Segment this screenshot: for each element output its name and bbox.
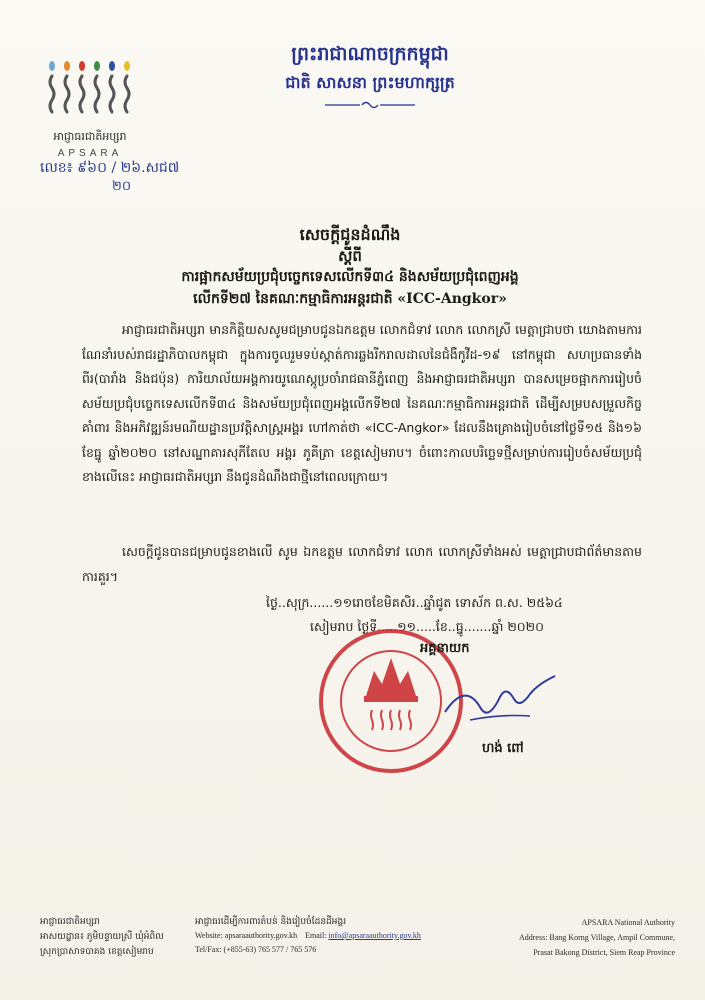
footer-left-line-3: ស្រុកប្រាសាទបាគង ខេត្តសៀមរាប xyxy=(40,947,154,957)
kingdom-heading: ព្រះរាជាណាចក្រកម្ពុជា xyxy=(291,43,449,65)
website-label: Website: xyxy=(195,931,225,940)
title-line-notice: សេចក្ដីជូនដំណឹង xyxy=(299,225,401,244)
body-paragraph-1: អាជ្ញាធរជាតិអប្សរា មានកិត្តិយសសូមជម្រាបជូនឯកឧត្តម លោកជំទាវ លោក លោកស្រី មេត្តាជ្រាបថា យោងតាមការណែនាំរបស់រាជរដ្ឋាភិបាលកម្ពុជា ក្នុងការចូលរួមទប់ស្កាត់ការឆ្លងរីករាលដាលនៃជំងឺកូវីដ-១៩ នៅកម្ពុជា សហប្រធានទាំងពីរ(បារាំង និងជប៉ុន) ការិយាល័យអង្គការយូណេស្កូប្រចាំរាជធានីភ្នំពេញ និងអាជ្ញាធរជាតិអប្សរា បានសម្រេចផ្អាកការរៀបចំសម័យប្រជុំបច្ចេកទេសលើកទី៣៤ និងសម័យប្រជុំពេញអង្គលើកទី២៧ នៃគណៈកម្មាធិការអន្តរជាតិ ដើម្បីសម្របសម្រួលកិច្ចគាំពារ និងអភិវឌ្ឍន៍រមណីយដ្ឋានប្រវត្តិសាស្ត្រអង្គរ ហៅកាត់ថា «ICC-Angkor» ដែលនឹងគ្រោងរៀបចំនៅថ្ងៃទី១៥ និង១៦ ខែធ្នូ ឆ្នាំ២០២០ នៅសណ្ឋាគារសុភីតែល អង្គរ ភូគីត្រា ខេត្តសៀមរាប។ ចំពោះកាលបរិច្ឆេទថ្មីសម្រាប់ការរៀបចំសម័យប្រជុំខាងលើនេះ អាជ្ញាធរជាតិអប្សរា នឹងជូនដំណឹងជាថ្មីនៅពេលក្រោយ។ xyxy=(82,322,642,484)
footer-right-line-3: Prasat Bakong District, Siem Reap Province xyxy=(533,948,675,957)
national-motto: ជាតិ សាសនា ព្រះមហាក្សត្រ xyxy=(285,73,455,92)
notice-body xyxy=(82,318,642,490)
footer-right xyxy=(470,915,675,960)
logo-name-khmer: អាជ្ញាធរជាតិអប្សរា xyxy=(53,130,127,143)
footer-telfax: Tel/Fax: (+855-63) 765 577 / 765 576 xyxy=(195,945,317,954)
website-link[interactable]: apsaraauthority.gov.kh xyxy=(224,931,298,940)
body-paragraph-2: សេចក្ដីជូនបានជម្រាបជូនខាងលើ សូម ឯកឧត្តម លោកជំទាវ លោក លោកស្រីទាំងអស់ មេត្តាជ្រាបជាព័ត៌មានតាមការគួរ។ xyxy=(82,544,642,584)
footer-left-line-1: អាជ្ញាធរជាតិអប្សរា xyxy=(40,917,100,927)
handwritten-signature-icon xyxy=(440,672,560,732)
email-link[interactable]: info@apsaraauthority.gov.kh xyxy=(328,931,421,940)
footer-right-line-1: APSARA National Authority xyxy=(581,918,675,927)
footer-left-line-2: អាសយដ្ឋាន៖ ភូមិបន្ទាយស្រី ឃុំអំពិល xyxy=(40,932,164,942)
reference-sub: ២០ xyxy=(112,179,132,194)
apsara-flames-icon xyxy=(42,58,138,128)
footer-left xyxy=(40,915,200,960)
footer-center-title: អាជ្ញាធរដើម្បីការពារតំបន់ និងរៀបចំដែនដីអង្គរ xyxy=(195,917,347,927)
reference-number: លេខ៖ ៩៦០ / ២៦.សជ៧ xyxy=(40,160,180,176)
footer-contact-line xyxy=(195,929,495,943)
ornament-divider-icon xyxy=(320,100,420,110)
title-line-regarding: ស្ដីពី xyxy=(338,247,362,265)
notice-title xyxy=(90,224,610,310)
logo-name-english: APSARA xyxy=(57,148,123,159)
signer-role: អគ្គនាយក xyxy=(420,641,470,656)
signer-name: ហង់ ពៅ xyxy=(482,741,524,756)
lunar-date: ថ្ងៃ..សុក្រ......១១រោចខែមិគសិរ..ឆ្នាំជូត ទោស័ក ព.ស. ២៥៦៤ xyxy=(266,595,563,610)
footer-center xyxy=(195,915,495,957)
solar-date: សៀមរាប ថ្ងៃទី.....១១.....ខែ..ធ្នូ.......ឆ្នាំ ២០២០ xyxy=(310,619,544,634)
title-line-subject-1: ការផ្អាកសម័យប្រជុំបច្ចេកទេសលើកទី៣៤ និងសម័យប្រជុំពេញអង្គ xyxy=(181,269,519,285)
email-label: Email: xyxy=(305,931,329,940)
footer-right-line-2: Address: Bang Korng Village, Ampil Commune, xyxy=(518,933,675,942)
title-line-subject-2: លើកទី២៧ នៃគណៈកម្មាធិការអន្តរជាតិ «ICC-Angkor» xyxy=(193,291,507,307)
